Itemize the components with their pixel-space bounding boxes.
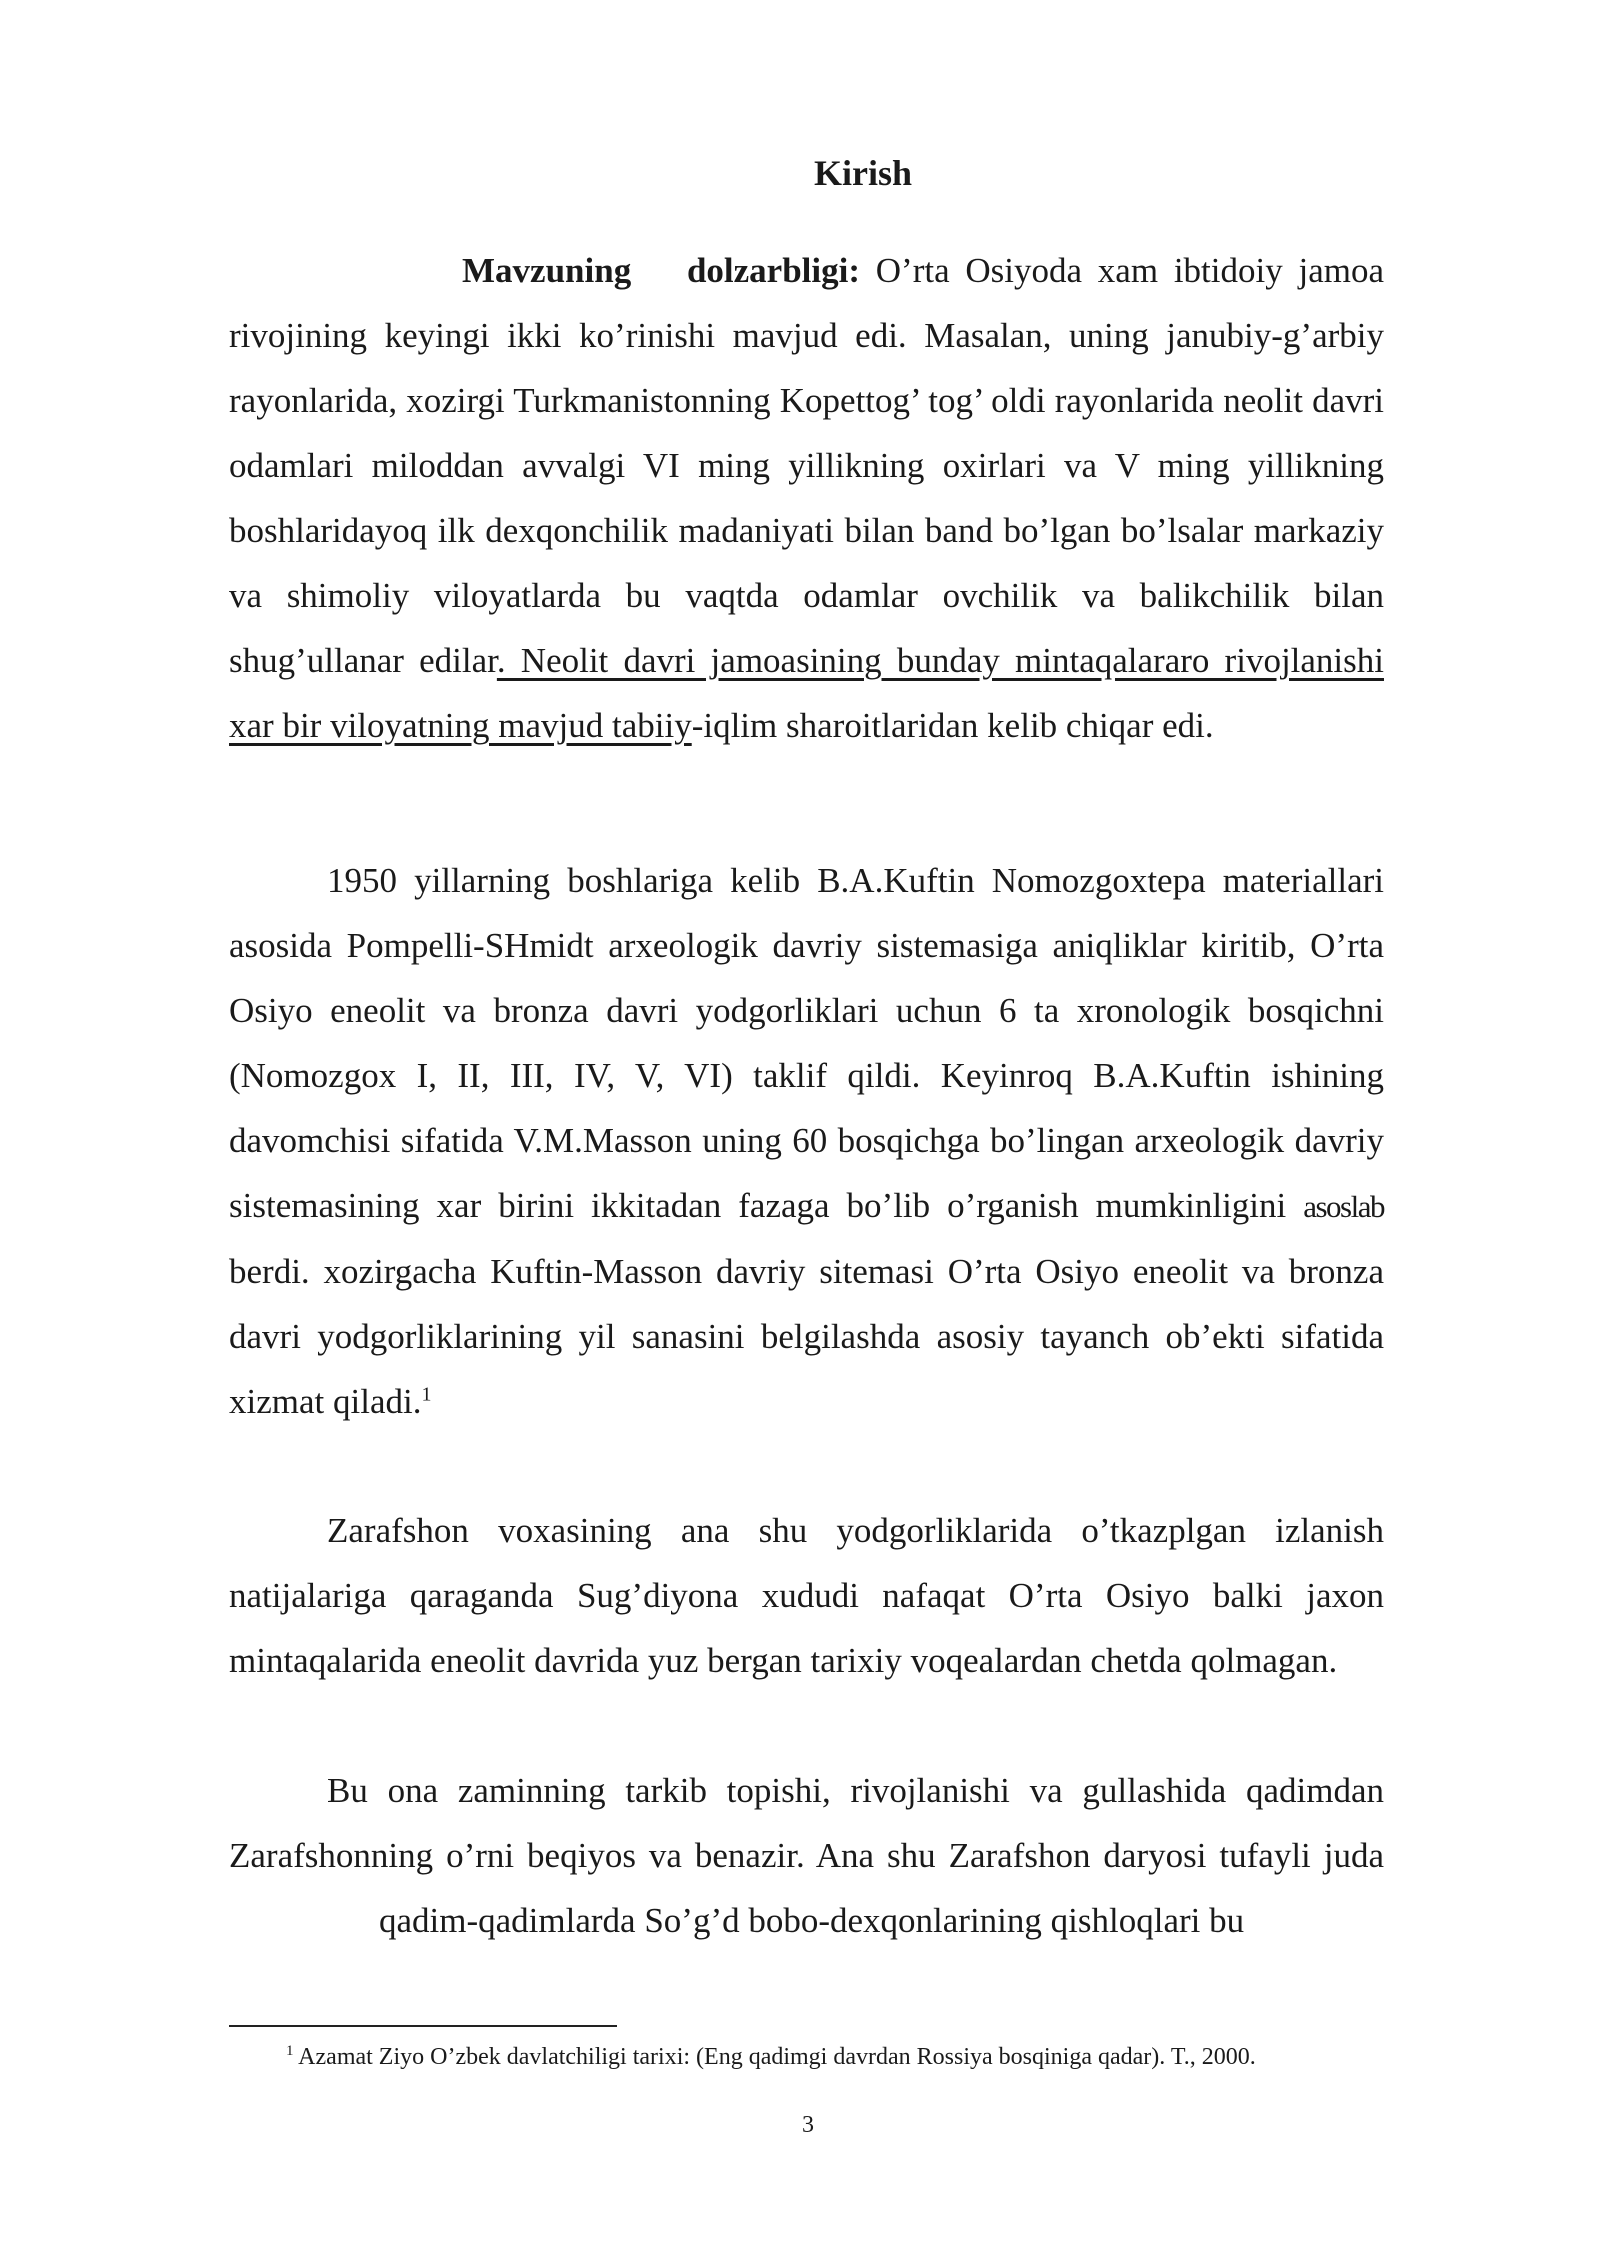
- paragraph-text: -iqlim sharoitlaridan kelib chiqar edi.: [691, 706, 1214, 745]
- paragraph-chronology: [229, 848, 1384, 1434]
- footnote-text: Azamat Ziyo O’zbek davlatchiligi tarixi: (Eng qadimgi davrdan Rossiya bosqiniga qadar). T., 2000.: [293, 2044, 1256, 2070]
- paragraph-text: O’rta Osiyoda xam ibtidoiy jamoa rivojining keyingi ikki ko’rinishi mavjud edi. Masalan, uning janubiy-g’arbiy rayonlarida, xozirgi Turkmanistonning Kopettog’ tog’ oldi rayonlarida neolit davri odamlari miloddan avvalgi VI ming yillikning oxirlari va V ming yillikning boshlaridayoq ilk dexqonchilik madaniyati bilan band bo’lgan bo’lsalar markaziy va shimoliy viloyatlarda bu vaqtda odamlar ovchilik va balikchilik bilan shug’ullanar edilar: [229, 251, 1384, 680]
- paragraph-text: qadim-qadimlarda So’g’d bobo-dexqonlarining qishloqlari bu: [379, 1901, 1245, 1940]
- paragraph-zarafshon: [229, 1498, 1384, 1693]
- paragraph-text: Zarafshon voxasining ana shu yodgorliklarida o’tkazplgan izlanish natijalariga qaraganda Sug’diyona xududi nafaqat O’rta Osiyo balki jaxon mintaqalarida eneolit davrida yuz bergan tarixiy voqealardan chetda qolmagan.: [229, 1511, 1384, 1680]
- paragraph-relevance: [229, 238, 1384, 758]
- paragraph-text: 1950 yillarning boshlariga kelib B.A.Kuftin Nomozgoxtepa materiallari asosida Pompelli-SHmidt arxeologik davriy sistemasiga aniqliklar kiritib, O’rta Osiyo eneolit va bronza davri yodgorliklari uchun 6 ta xronologik bosqichni (Nomozgox I, II, III, IV, V, VI) taklif qildi. Keyinroq B.A.Kuftin ishining davomchisi sifatida V.M.Masson uning 60 bosqichga bo’lingan arxeologik davriy sistemasining xar birini ikkitadan fazaga bo’lib o’rganish mumkinligini: [229, 861, 1384, 1225]
- page-number: 3: [802, 2112, 814, 2138]
- paragraph-homeland: [229, 1758, 1384, 1953]
- footnote: [286, 2040, 1406, 2074]
- section-heading: Kirish: [813, 153, 912, 193]
- relevance-term: Mavzuning dolzarbligi:: [462, 251, 861, 290]
- footnote-marker: 1: [286, 2043, 294, 2059]
- paragraph-text: Bu ona zaminning tarkib topishi, rivojlanishi va gullashida qadimdan Zarafshonning o’rni beqiyos va benazir. Ana shu Zarafshon daryosi tufayli juda: [229, 1771, 1384, 1875]
- condensed-word: asoslab: [1303, 1189, 1384, 1224]
- footnote-separator: [229, 2025, 617, 2027]
- footnote-reference[interactable]: 1: [421, 1383, 432, 1406]
- underlined-text: . Neolit davri jamoasining bunday mintaqalararo rivojlanishi xar bir viloyatning mavjud tabiiy: [229, 641, 1384, 745]
- paragraph-text: berdi. xozirgacha Kuftin-Masson davriy sitemasi O’rta Osiyo eneolit va bronza davri yodgorliklarining yil sanasini belgilashda asosiy tayanch ob’ekti sifatida xizmat qiladi.: [229, 1252, 1384, 1421]
